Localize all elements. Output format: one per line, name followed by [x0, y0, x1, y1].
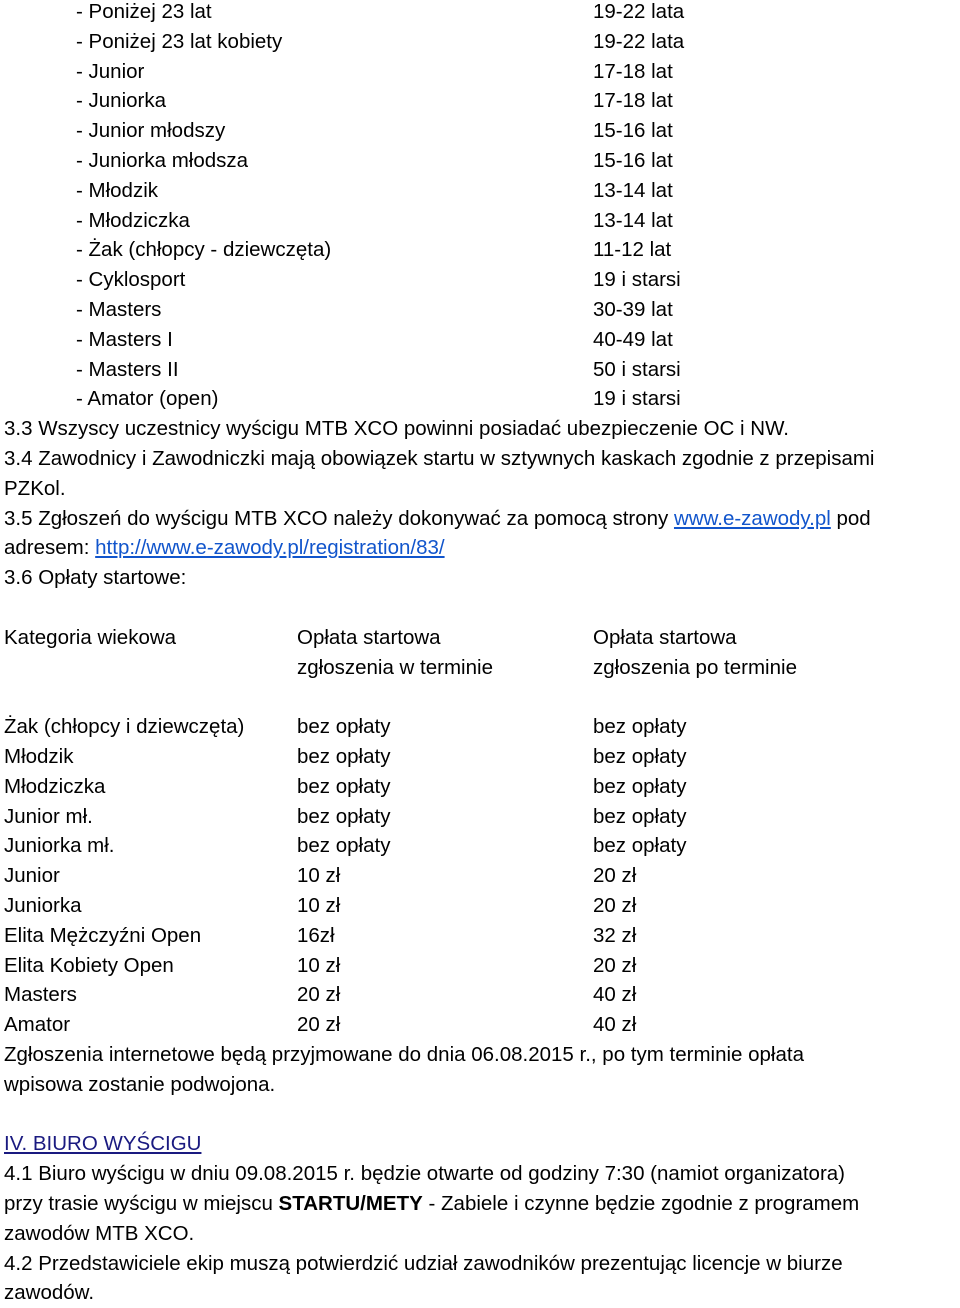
fee-row-category: Elita Mężczyźni Open — [4, 923, 202, 947]
fee-row-category: Junior — [4, 864, 60, 888]
paragraph-3-4-line1: 3.4 Zawodnicy i Zawodniczki mają obowiązek startu w sztywnych kaskach zgodnie z przepisami — [4, 447, 875, 470]
fee-row-on-time: bez opłaty — [297, 834, 391, 858]
fee-row-late: bez opłaty — [593, 834, 687, 858]
fee-row-late: bez opłaty — [593, 774, 687, 798]
fee-row-on-time: 10 zł — [297, 894, 341, 917]
fee-row-category: Masters — [4, 983, 77, 1007]
category-age: 19 i starsi — [593, 268, 681, 292]
fees-header-category: Kategoria wiekowa — [4, 625, 177, 649]
category-age: 11-12 lat — [593, 238, 672, 262]
registration-note-line2: wpisowa zostanie podwojona. — [4, 1072, 276, 1096]
fee-row-category: Amator — [4, 1013, 71, 1037]
fees-header-late: Opłata startowa — [593, 625, 737, 649]
fee-row-on-time: bez opłaty — [297, 715, 391, 739]
category-name: - Junior — [76, 59, 145, 83]
paragraph-4-2-line1: 4.2 Przedstawiciele ekip muszą potwierdzić udział zawodników prezentując licencje w biurze — [4, 1251, 843, 1275]
fee-row-late: 20 zł — [593, 864, 637, 888]
paragraph-3-5-text: 3.5 Zgłoszeń do wyścigu MTB XCO należy dokonywać za pomocą strony — [4, 506, 674, 530]
fee-row-late: bez opłaty — [593, 715, 687, 739]
paragraph-4-1-text-end: - Zabiele i czynne będzie zgodnie z programem — [422, 1192, 860, 1215]
fee-row-category: Żak (chłopcy i dziewczęta) — [4, 715, 245, 739]
paragraph-4-1-line1: 4.1 Biuro wyścigu w dniu 09.08.2015 r. będzie otwarte od godziny 7:30 (namiot organizatora) — [4, 1162, 846, 1186]
category-age: 17-18 lat — [593, 89, 673, 113]
fees-header-on-time: Opłata startowa — [297, 625, 441, 649]
fee-row-on-time: 10 zł — [297, 953, 341, 977]
paragraph-4-1-line3: zawodów MTB XCO. — [4, 1221, 195, 1245]
fee-row-late: bez opłaty — [593, 745, 687, 768]
paragraph-3-4-line2: PZKol. — [4, 476, 66, 500]
fees-header-late-sub: zgłoszenia po terminie — [593, 655, 797, 679]
fee-row-late: bez opłaty — [593, 804, 687, 828]
paragraph-3-6: 3.6 Opłaty startowe: — [4, 566, 187, 590]
fee-row-category: Elita Kobiety Open — [4, 953, 174, 977]
category-age: 40-49 lat — [593, 327, 673, 351]
paragraph-3-5-line2 — [4, 533, 445, 563]
fee-row-on-time: bez opłaty — [297, 804, 391, 828]
category-name: - Poniżej 23 lat kobiety — [76, 29, 283, 53]
category-name: - Juniorka — [76, 89, 167, 113]
category-age: 17-18 lat — [593, 59, 673, 83]
fee-row-category: Młodzik — [4, 745, 74, 768]
category-name: - Żak (chłopcy - dziewczęta) — [76, 238, 332, 262]
fee-row-on-time: bez opłaty — [297, 745, 391, 768]
fee-row-category: Juniorka — [4, 894, 82, 917]
fee-row-category: Młodziczka — [4, 774, 106, 798]
category-name: - Junior młodszy — [76, 119, 226, 143]
fee-row-late: 32 zł — [593, 923, 637, 947]
paragraph-4-1-line2 — [4, 1189, 859, 1219]
registration-note-line1: Zgłoszenia internetowe będą przyjmowane do dnia 06.08.2015 r., po tym terminie opłata — [4, 1043, 804, 1066]
paragraph-4-1-text: przy trasie wyścigu w miejscu — [4, 1192, 279, 1215]
fee-row-late: 40 zł — [593, 983, 637, 1007]
category-age: 19-22 lata — [593, 0, 685, 23]
category-age: 30-39 lat — [593, 298, 673, 321]
fee-row-on-time: 20 zł — [297, 983, 341, 1007]
category-age: 19-22 lata — [593, 29, 685, 53]
fee-row-category: Junior mł. — [4, 804, 93, 828]
category-name: - Masters II — [76, 357, 179, 381]
paragraph-3-5-text-end: pod — [830, 506, 871, 530]
paragraph-3-3: 3.3 Wszyscy uczestnicy wyścigu MTB XCO powinni posiadać ubezpieczenie OC i NW. — [4, 417, 789, 441]
start-finish-label: STARTU/METY — [278, 1192, 423, 1215]
fee-row-on-time: 16zł — [297, 923, 335, 947]
fee-row-late: 20 zł — [593, 953, 637, 977]
paragraph-4-2-line2: zawodów. — [4, 1281, 95, 1305]
fee-row-late: 20 zł — [593, 894, 637, 917]
paragraph-3-5-line1 — [4, 504, 871, 534]
category-age: 13-14 lat — [593, 208, 673, 232]
address-label: adresem: — [4, 536, 96, 560]
category-age: 19 i starsi — [593, 387, 681, 411]
category-age: 15-16 lat — [593, 149, 673, 172]
fees-header-on-time-sub: zgłoszenia w terminie — [297, 655, 493, 679]
category-age: 13-14 lat — [593, 178, 673, 202]
category-name: - Masters I — [76, 327, 173, 351]
category-name: - Juniorka młodsza — [76, 149, 249, 172]
e-zawody-link[interactable]: www.e-zawody.pl — [673, 506, 831, 530]
fee-row-on-time: 20 zł — [297, 1013, 341, 1037]
category-name: - Młodziczka — [76, 208, 190, 232]
section-4-heading: IV. BIURO WYŚCIGU — [4, 1132, 202, 1156]
category-name: - Młodzik — [76, 178, 159, 202]
category-name: - Amator (open) — [76, 387, 219, 411]
registration-link[interactable]: http://www.e-zawody.pl/registration/83/ — [95, 536, 445, 560]
fee-row-on-time: bez opłaty — [297, 774, 391, 798]
category-age: 50 i starsi — [593, 357, 681, 381]
category-name: - Poniżej 23 lat — [76, 0, 212, 23]
fee-row-late: 40 zł — [593, 1013, 637, 1037]
category-age: 15-16 lat — [593, 119, 673, 143]
fee-row-category: Juniorka mł. — [4, 834, 115, 858]
category-name: - Masters — [76, 298, 162, 321]
category-name: - Cyklosport — [76, 268, 186, 292]
fee-row-on-time: 10 zł — [297, 864, 341, 888]
